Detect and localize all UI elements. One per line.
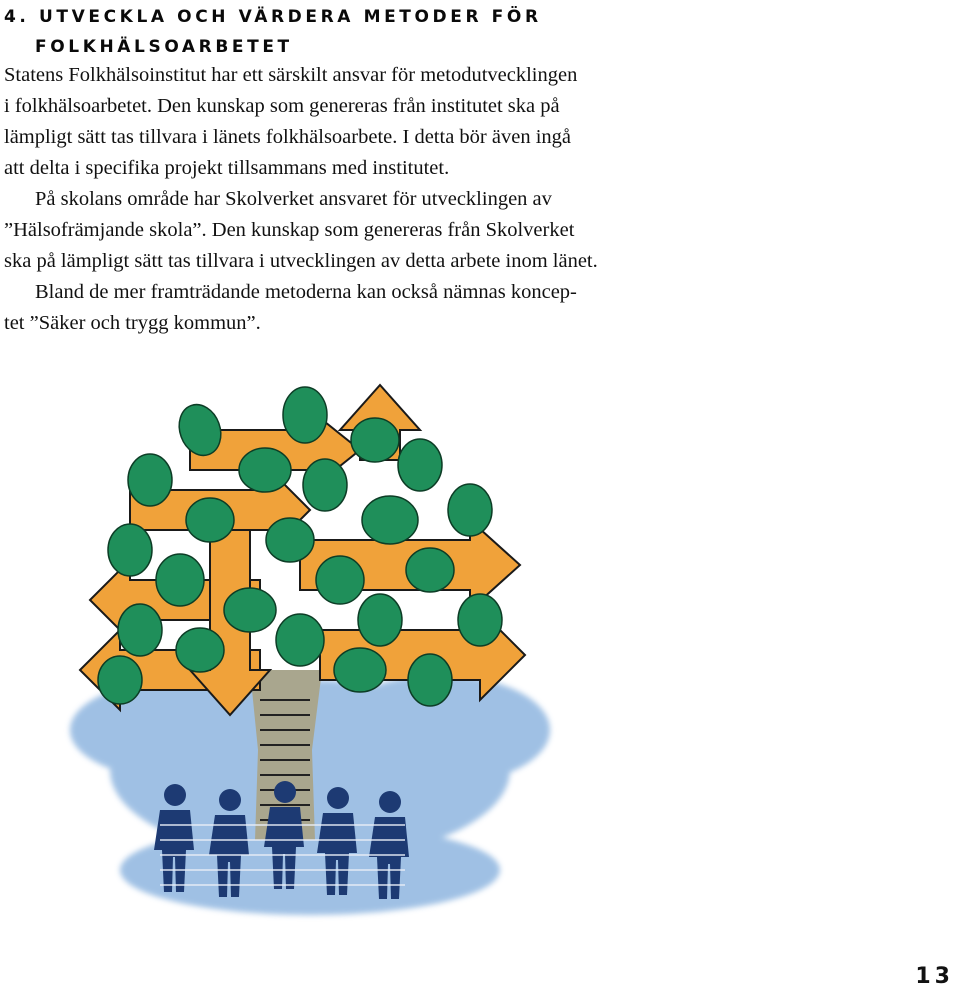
heading-number: 4. bbox=[4, 7, 30, 27]
text-line: På skolans område har Skolverket ansvaret för utvecklingen av bbox=[35, 188, 552, 210]
section-heading bbox=[4, 2, 704, 62]
text-line: lämpligt sätt tas tillvara i länets folkhälsoarbete. I detta bör även ingå bbox=[4, 126, 571, 148]
tree-illustration bbox=[60, 370, 560, 930]
heading-title-line-1: UTVECKLA OCH VÄRDERA METODER FÖR bbox=[39, 7, 542, 27]
heading-line-1 bbox=[4, 2, 704, 32]
text-line: ”Hälsofrämjande skola”. Den kunskap som genereras från Skolverket bbox=[4, 219, 575, 241]
page-number: 13 bbox=[915, 964, 954, 989]
text-line: tet ”Säker och trygg kommun”. bbox=[4, 312, 261, 334]
paragraph-3 bbox=[4, 277, 704, 339]
text-line: Statens Folkhälsoinstitut har ett särskilt ansvar för metodutvecklingen bbox=[4, 64, 578, 86]
text-line: att delta i specifika projekt tillsammans med institutet. bbox=[4, 157, 450, 179]
text-line: i folkhälsoarbetet. Den kunskap som genereras från institutet ska på bbox=[4, 95, 560, 117]
paragraph-2 bbox=[4, 184, 704, 277]
body-text bbox=[4, 60, 704, 339]
text-line: ska på lämpligt sätt tas tillvara i utvecklingen av detta arbete inom länet. bbox=[4, 250, 598, 272]
paragraph-1 bbox=[4, 60, 704, 184]
heading-title-line-2: FOLKHÄLSOARBETET bbox=[35, 37, 293, 57]
text-line: Bland de mer framträdande metoderna kan också nämnas koncep- bbox=[35, 281, 577, 303]
